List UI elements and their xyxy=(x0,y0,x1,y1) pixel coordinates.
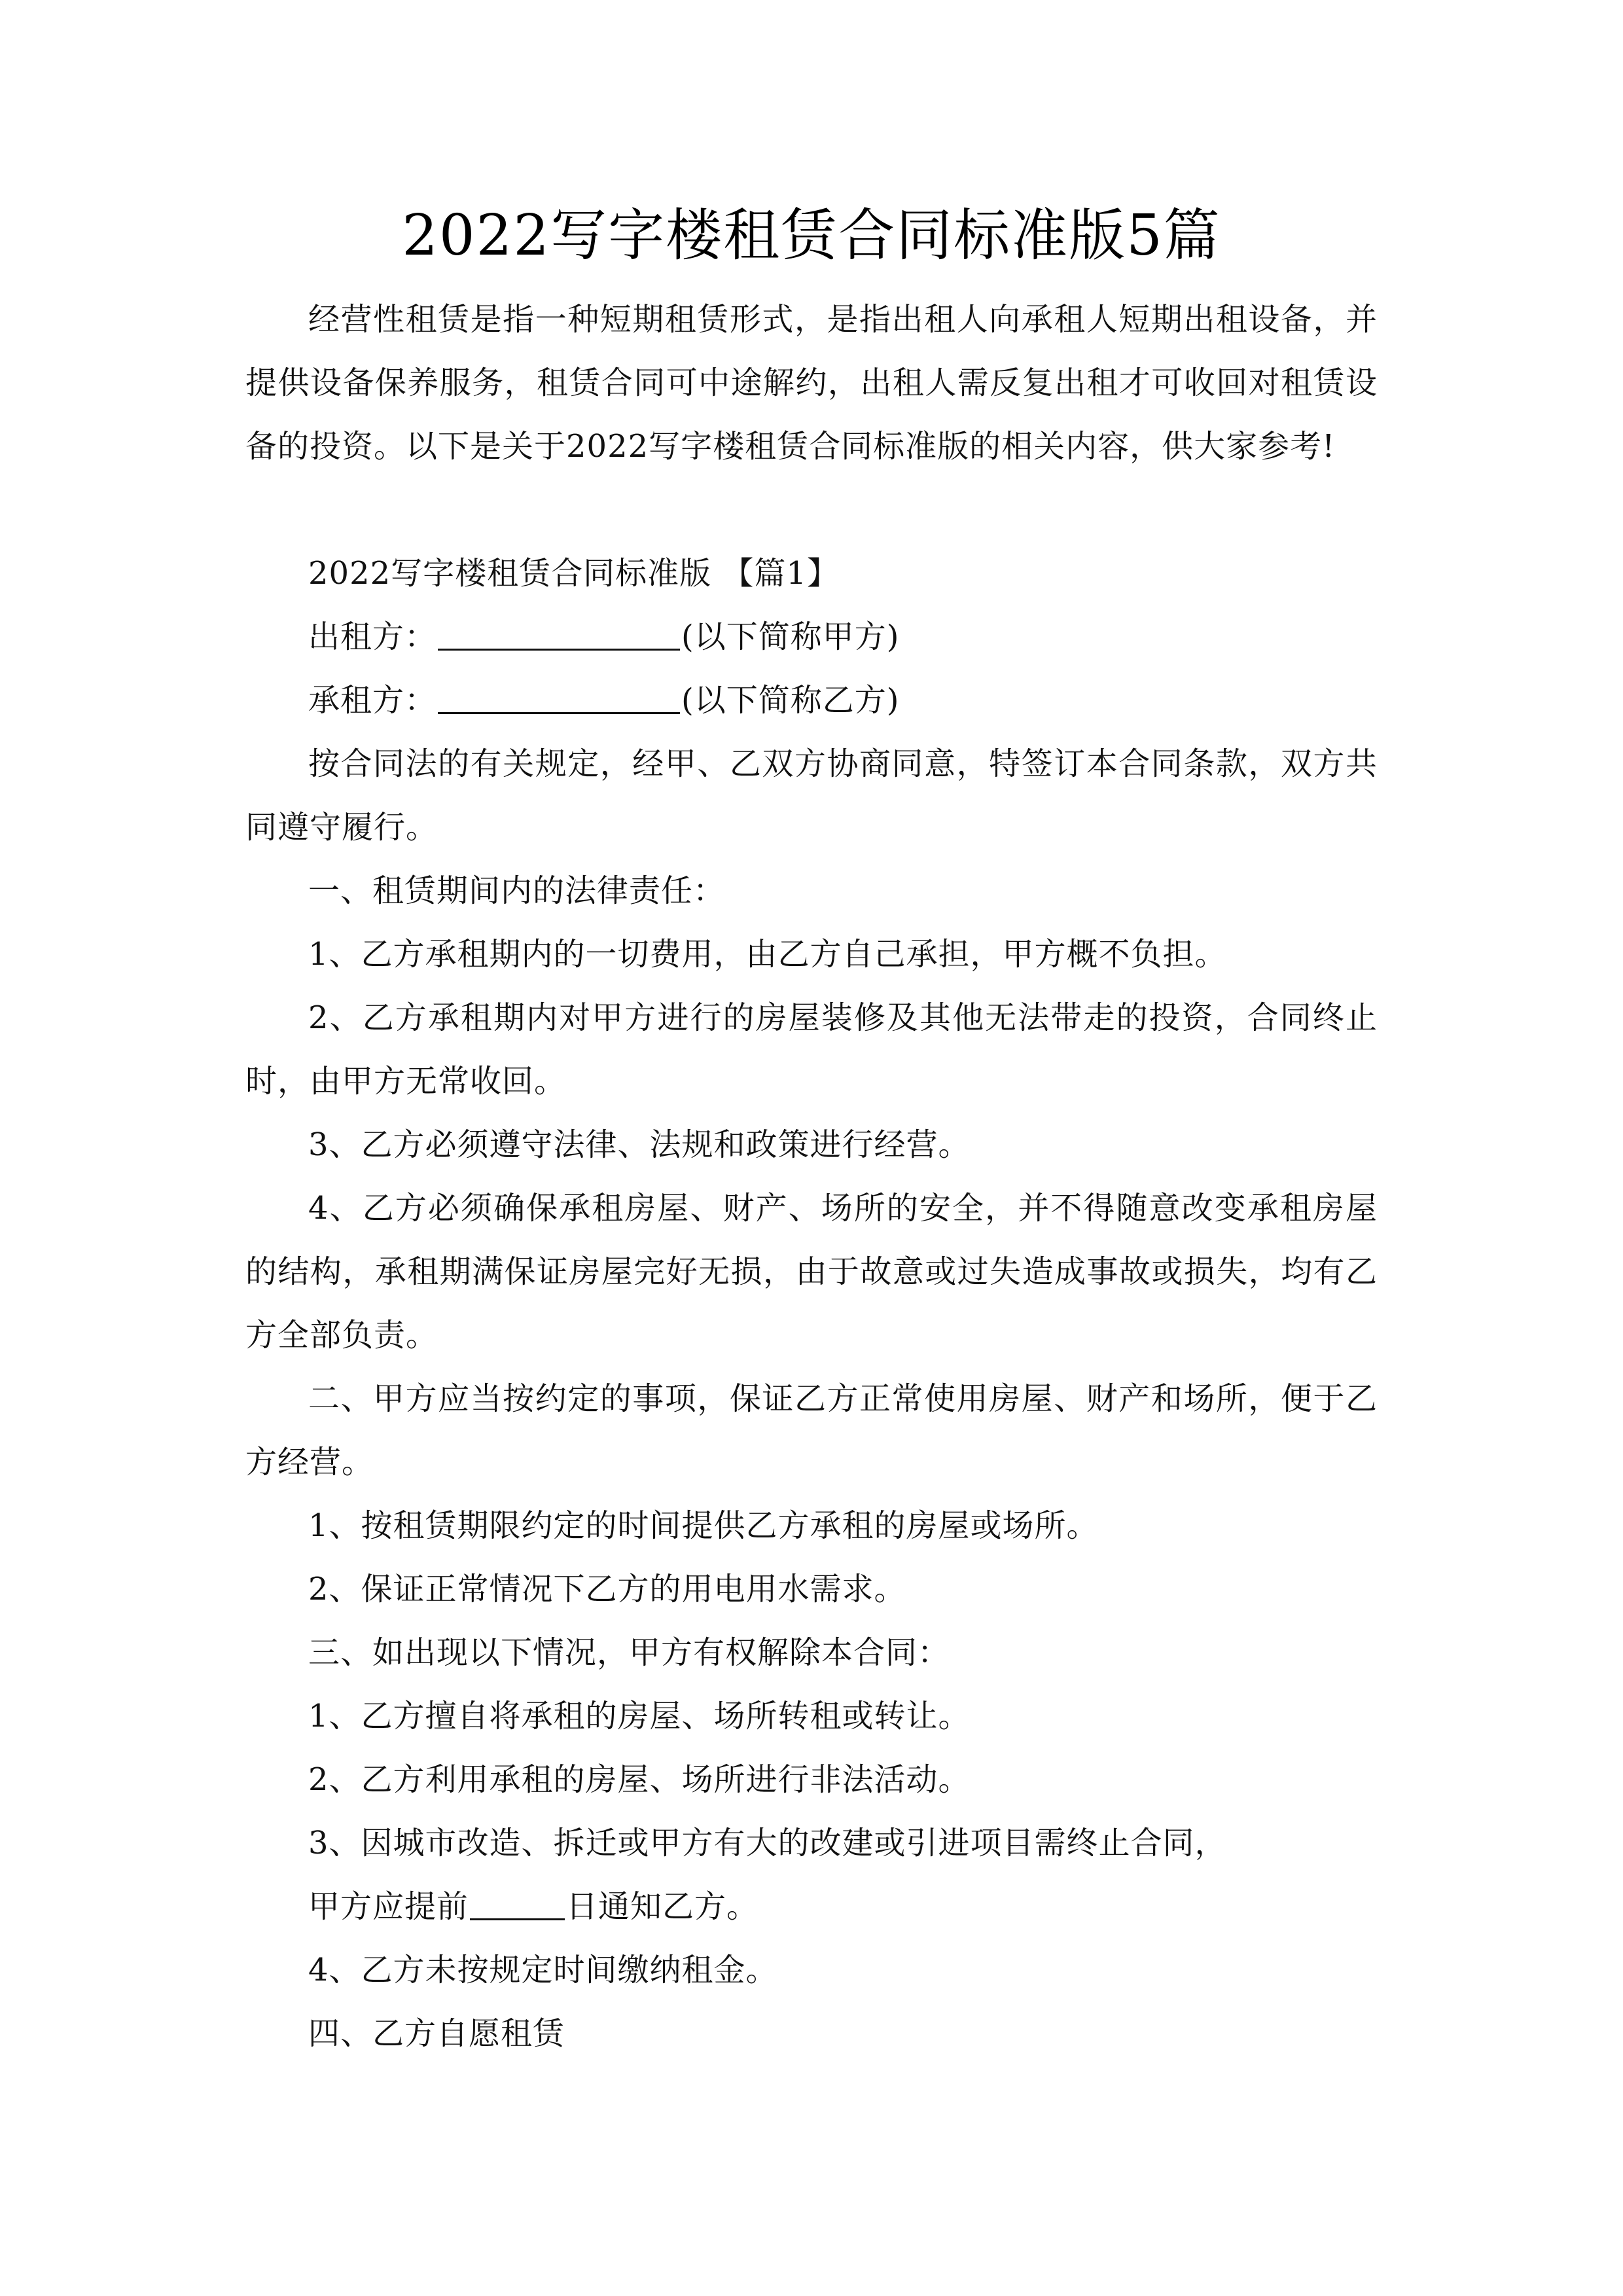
clause: 1、乙方承租期内的一切费用，由乙方自己承担，甲方概不负担。 xyxy=(308,936,1227,973)
lessee-label: 承租方： xyxy=(308,682,437,719)
notice-suffix: 日通知乙方。 xyxy=(566,1888,759,1925)
lessor-suffix: (以下简称甲方) xyxy=(681,619,900,655)
clause: 2、保证正常情况下乙方的用电用水需求。 xyxy=(308,1571,906,1607)
lessor-line xyxy=(245,605,1378,669)
clause: 一、租赁期间内的法律责任： xyxy=(308,872,726,909)
document-body xyxy=(245,288,1378,2066)
clause: 1、乙方擅自将承租的房屋、场所转租或转让。 xyxy=(308,1698,971,1734)
section-heading: 2022写字楼租赁合同标准版 【篇1】 xyxy=(308,555,839,592)
clause: 4、乙方未按规定时间缴纳租金。 xyxy=(308,1952,778,1988)
clause: 2、乙方承租期内对甲方进行的房屋装修及其他无法带走的投资，合同终止时，由甲方无常收回。 xyxy=(245,999,1378,1100)
spacer xyxy=(245,478,1378,542)
preamble-paragraph: 按合同法的有关规定，经甲、乙双方协商同意，特签订本合同条款，双方共同遵守履行。 xyxy=(245,745,1378,846)
clause: 二、甲方应当按约定的事项，保证乙方正常使用房屋、财产和场所，便于乙方经营。 xyxy=(245,1380,1378,1480)
notice-prefix: 甲方应提前 xyxy=(308,1888,469,1925)
lessor-name-blank[interactable] xyxy=(438,617,680,651)
lessee-suffix: (以下简称乙方) xyxy=(681,682,900,719)
clause: 三、如出现以下情况，甲方有权解除本合同： xyxy=(308,1634,950,1671)
clause: 3、乙方必须遵守法律、法规和政策进行经营。 xyxy=(308,1126,971,1163)
clause: 2、乙方利用承租的房屋、场所进行非法活动。 xyxy=(308,1761,971,1798)
clause: 四、乙方自愿租赁 xyxy=(308,2015,565,2052)
clause: 3、因城市改造、拆迁或甲方有大的改建或引进项目需终止合同， xyxy=(308,1825,1227,1861)
lessee-line xyxy=(245,669,1378,732)
clause: 1、按租赁期限约定的时间提供乙方承租的房屋或场所。 xyxy=(308,1507,1099,1544)
notice-line xyxy=(245,1875,1378,1939)
notice-days-blank[interactable] xyxy=(470,1887,565,1920)
clause: 4、乙方必须确保承租房屋、财产、场所的安全，并不得随意改变承租房屋的结构，承租期满保证房屋完好无损，由于故意或过失造成事故或损失，均有乙方全部负责。 xyxy=(245,1190,1378,1354)
intro-paragraph: 经营性租赁是指一种短期租赁形式，是指出租人向承租人短期出租设备，并提供设备保养服务，租赁合同可中途解约，出租人需反复出租才可收回对租赁设备的投资。以下是关于2022写字楼租赁合同标准版的相关内容，供大家参考! xyxy=(245,301,1378,465)
document-title: 2022写字楼租赁合同标准版5篇 xyxy=(402,203,1221,268)
lessor-label: 出租方： xyxy=(308,619,437,655)
lessee-name-blank[interactable] xyxy=(438,681,680,714)
